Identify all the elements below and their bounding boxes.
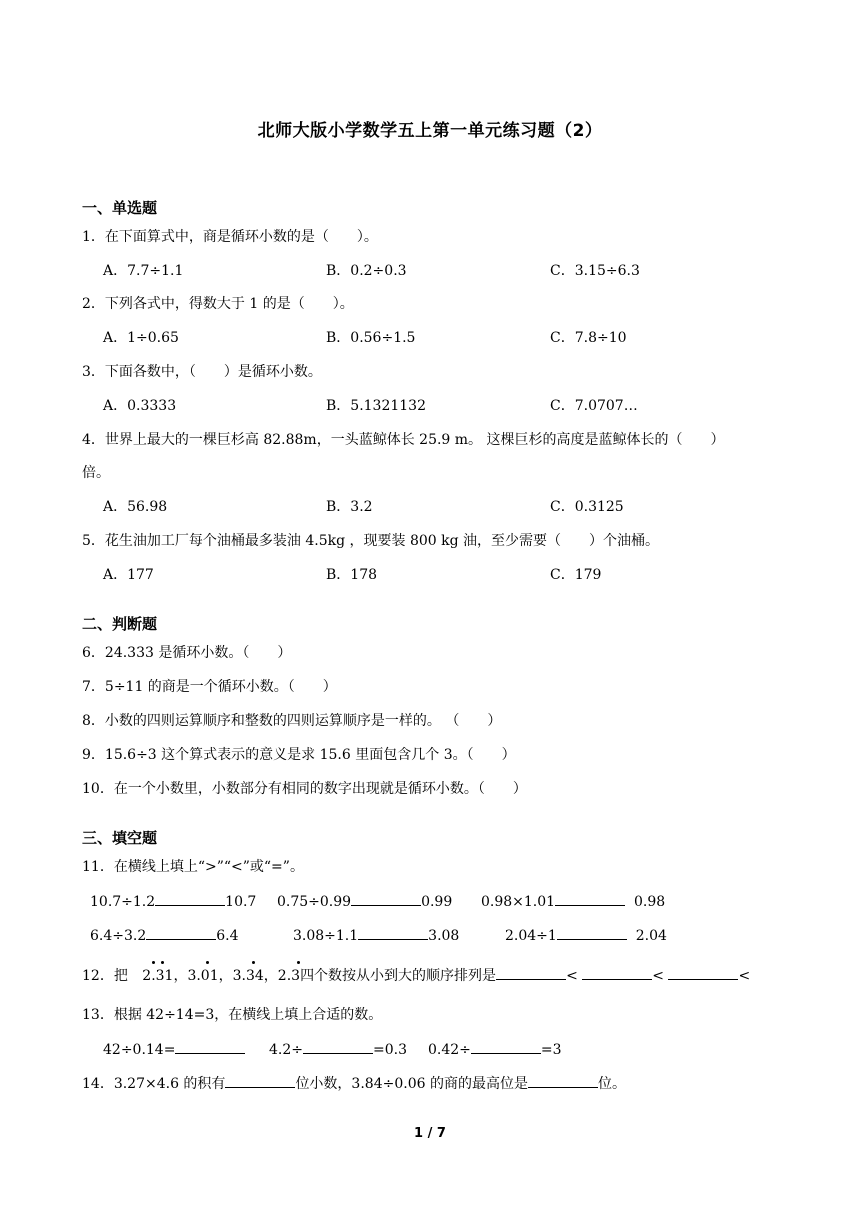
repeat-dot <box>252 961 255 964</box>
expression: 6.4÷3.2 <box>90 928 147 944</box>
repeat-dot <box>297 961 300 964</box>
question-13-item-3: 0.42÷ =3 <box>428 1039 562 1058</box>
expression: 3.08÷1.1 <box>293 928 359 944</box>
expression: 0.98×1.01 <box>481 894 556 910</box>
question-13-stem: 13．根据 42÷14=3，在横线上填上合适的数。 <box>82 1007 383 1023</box>
less-than-sign: < <box>738 968 751 984</box>
question-1-option-a: A．7.7÷1.1 <box>103 263 184 279</box>
question-4-option-a: A．56.98 <box>103 499 168 515</box>
question-3-option-c: C．7.0707… <box>550 398 638 414</box>
question-5-option-b: B．178 <box>326 567 378 583</box>
answer-blank[interactable] <box>668 965 738 980</box>
question-11-row-2-item-1 <box>90 925 239 944</box>
repeat-dot <box>152 961 155 964</box>
question-12-suffix: 四个数按从小到大的顺序排列是 <box>300 968 497 984</box>
question-5-stem: 5．花生油加工厂每个油桶最多装油 4.5kg ，现要装 800 kg 油，至少需要（ ）个油桶。 <box>82 533 660 549</box>
section-heading-true-false: 二、判断题 <box>82 615 158 633</box>
question-4-stem: 4．世界上最大的一棵巨杉高 82.88m，一头蓝鲸体长 25.9 m。 这棵巨杉的高度是蓝鲸体长的（ ） <box>82 432 725 448</box>
question-2-stem: 2．下列各式中，得数大于 1 的是（ ）。 <box>82 296 354 312</box>
expression: 0.98 <box>633 894 666 910</box>
answer-blank[interactable] <box>555 891 625 906</box>
repeating-decimal-3: 3.34 <box>233 968 264 984</box>
question-11-row-1-item-2 <box>277 891 452 910</box>
less-than-sign: < <box>566 968 578 984</box>
repeating-decimal-4: 2.3 <box>278 968 300 984</box>
question-2-option-b: B．0.56÷1.5 <box>326 330 416 346</box>
expression: 3.08 <box>428 928 460 944</box>
question-5-option-c: C．179 <box>550 567 602 583</box>
question-12-prefix: 12．把 <box>82 968 128 984</box>
expression: 0.75÷0.99 <box>277 894 352 910</box>
repeating-decimal-1: 2.31 <box>142 968 173 984</box>
question-11-row-1-item-1 <box>90 891 256 910</box>
answer-blank[interactable] <box>358 925 428 940</box>
question-13-item-1: 42÷0.14= <box>103 1039 245 1058</box>
page-number: 1 / 7 <box>414 1126 446 1141</box>
expression: 10.7÷1.2 <box>90 894 156 910</box>
answer-blank[interactable] <box>155 891 225 906</box>
question-11-stem: 11．在横线上填上“>”“<”或“=”。 <box>82 859 304 875</box>
repeat-dot <box>161 961 164 964</box>
page-title: 北师大版小学数学五上第一单元练习题（2） <box>257 121 603 141</box>
question-1-stem: 1．在下面算式中，商是循环小数的是（ ）。 <box>82 229 378 245</box>
section-heading-single-choice: 一、单选题 <box>82 199 158 217</box>
question-6: 6．24.333 是循环小数。（ ） <box>82 645 292 661</box>
question-2-option-a: A．1÷0.65 <box>103 330 179 346</box>
section-heading-fill-in: 三、填空题 <box>82 829 158 847</box>
answer-blank[interactable] <box>557 925 627 940</box>
question-2-option-c: C．7.8÷10 <box>550 330 627 346</box>
answer-blank[interactable] <box>225 1073 295 1088</box>
question-9: 9．15.6÷3 这个算式表示的意义是求 15.6 里面包含几个 3。（ ） <box>82 747 516 763</box>
question-11-row-1-item-3 <box>481 891 665 910</box>
repeat-dot <box>206 961 209 964</box>
answer-blank[interactable] <box>471 1039 541 1054</box>
question-3-option-a: A．0.3333 <box>103 398 177 414</box>
question-5-option-a: A．177 <box>103 567 154 583</box>
answer-blank[interactable] <box>146 925 216 940</box>
less-than-sign: < <box>652 968 664 984</box>
question-4-stem-continued: 倍。 <box>82 465 110 481</box>
question-7: 7．5÷11 的商是一个循环小数。（ ） <box>82 679 337 695</box>
question-3-option-b: B．5.1321132 <box>326 398 426 414</box>
question-10: 10．在一个小数里，小数部分有相同的数字出现就是循环小数。（ ） <box>82 781 527 797</box>
answer-blank[interactable] <box>175 1039 245 1054</box>
answer-blank[interactable] <box>528 1073 598 1088</box>
answer-blank[interactable] <box>582 965 652 980</box>
answer-blank[interactable] <box>496 965 566 980</box>
answer-blank[interactable] <box>351 891 421 906</box>
answer-blank[interactable] <box>303 1039 373 1054</box>
question-13-item-2: 4.2÷ =0.3 <box>269 1039 407 1058</box>
question-1-option-c: C．3.15÷6.3 <box>550 263 640 279</box>
question-3-stem: 3．下面各数中，（ ）是循环小数。 <box>82 364 322 380</box>
question-11-row-2-item-2 <box>293 925 459 944</box>
repeating-decimal-2: 3.01 <box>187 968 218 984</box>
expression: 6.4 <box>216 928 239 944</box>
question-4-option-b: B．3.2 <box>326 499 373 515</box>
expression: 0.99 <box>421 894 453 910</box>
question-12: 12．把 2.31 ，3.01 ，3.34 ，2.3 四个数按从小到大的顺序排列是 < < < <box>82 965 750 985</box>
question-4-option-c: C．0.3125 <box>550 499 624 515</box>
question-1-option-b: B．0.2÷0.3 <box>326 263 407 279</box>
expression: 2.04 <box>635 928 667 944</box>
question-11-row-2-item-3 <box>505 925 667 944</box>
expression: 10.7 <box>225 894 257 910</box>
question-8: 8．小数的四则运算顺序和整数的四则运算顺序是一样的。 （ ） <box>82 713 502 729</box>
expression: 2.04÷1 <box>505 928 557 944</box>
question-14: 14．3.27×4.6 的积有 位小数，3.84÷0.06 的商的最高位是 位。 <box>82 1073 626 1093</box>
